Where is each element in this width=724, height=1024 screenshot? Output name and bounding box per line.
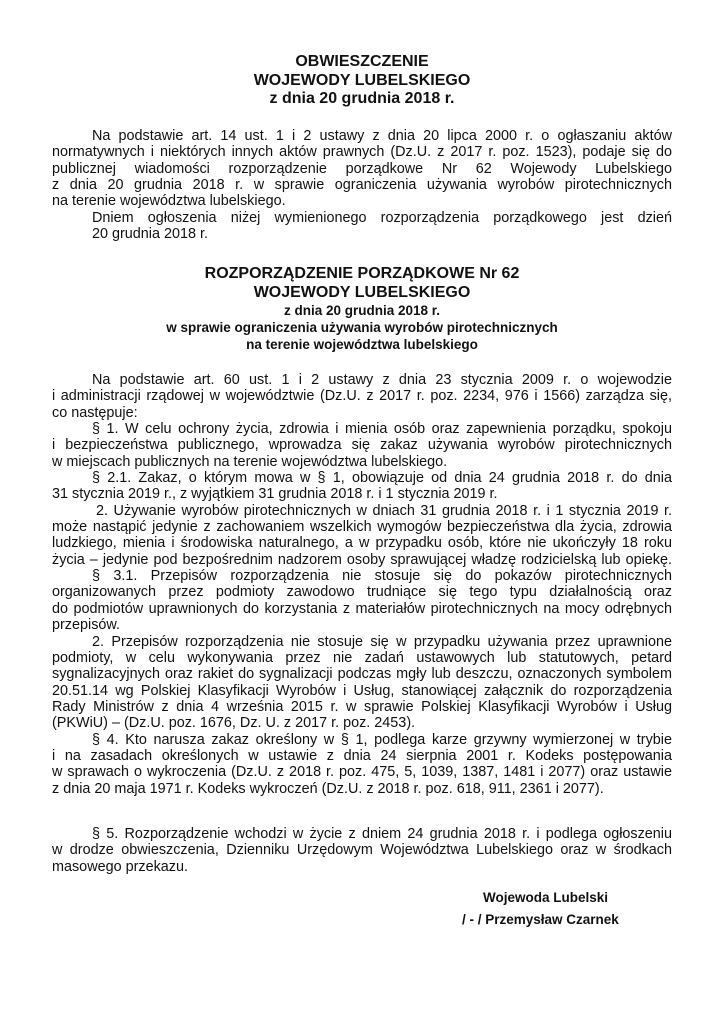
paragraph-2-2-line: 2. Używanie wyrobów pirotechnicznych w dniach 31 grudnia 2018 r. i 1 stycznia 2019 r. <box>96 502 672 519</box>
paragraph-2-2-line: może nastąpić jedynie z zachowaniem wszelkich wymogów bezpieczeństwa dla życia, zdrowia <box>52 519 672 536</box>
regulation-body <box>52 372 672 797</box>
regulation-title <box>0 265 724 353</box>
signature-title: Wojewoda Lubelski <box>483 890 609 905</box>
paragraph-1-line: § 1. W celu ochrony życia, zdrowia i mienia osób oraz zapewnienia porządku, spokoju <box>92 421 672 438</box>
regulation-subject-line-1: w sprawie ograniczenia używania wyrobów pirotechnicznych <box>166 320 558 335</box>
text-line: na terenie województwa lubelskiego. <box>52 193 286 210</box>
paragraph-5-line: § 5. Rozporządzenie wchodzi w życie z dniem 24 grudnia 2018 r. i podlega ogłoszeniu <box>92 826 672 842</box>
paragraph-5 <box>52 826 672 875</box>
paragraph-3-2-line: 2. Przepisów rozporządzenia nie stosuje się w przypadku używania przez uprawnione <box>92 633 672 650</box>
notice-title-line-1: OBWIESZCZENIE <box>295 53 429 70</box>
paragraph-3-1-line: § 3.1. Przepisów rozporządzenia nie stosuje się do pokazów pirotechnicznych <box>92 568 672 585</box>
paragraph-3-2-line: sygnalizacyjnych oraz rakiet do sygnalizacji podczas mgły lub deszczu, oznaczonych symbolem <box>52 666 672 683</box>
notice-title <box>0 53 724 109</box>
regulation-date: z dnia 20 grudnia 2018 r. <box>283 303 441 318</box>
paragraph-3-2-line: podmioty, w celu wykonywania przez nie zadań ustawowych lub statutowych, petard <box>52 649 672 666</box>
text-line: co następuje: <box>52 404 138 421</box>
regulation-subject-line-2: na terenie województwa lubelskiego <box>246 337 478 352</box>
paragraph-2-2-line: ludzkiego, mienia i środowiska naturalnego, a w przypadku osób, które nie ukończyły 18 roku <box>52 535 672 552</box>
paragraph-1-line: w miejscach publicznych na terenie województwa lubelskiego. <box>52 453 448 470</box>
paragraph-3-1-line: do podmiotów uprawnionych do korzystania z materiałów pirotechnicznych na mocy odrębnych <box>52 600 672 617</box>
text-line: Na podstawie art. 60 ust. 1 i 2 ustawy z dnia 23 stycznia 2009 r. o wojewodzie <box>92 372 672 388</box>
notice-date: z dnia 20 grudnia 2018 r. <box>269 90 455 107</box>
regulation-title-line-1: ROZPORZĄDZENIE PORZĄDKOWE Nr 62 <box>204 265 520 282</box>
notice-intro <box>52 128 672 242</box>
paragraph-4-line: w sprawach o wykroczenia (Dz.U. z 2018 r. poz. 475, 5, 1039, 1387, 1481 i 2077) oraz ustawie <box>52 764 672 781</box>
text-line: 20 grudnia 2018 r. <box>92 226 209 243</box>
paragraph-3-2-line: (PKWiU) – (Dz.U. poz. 1676, Dz. U. z 2017 r. poz. 2453). <box>52 715 416 732</box>
paragraph-1-line: i bezpieczeństwa publicznego, wprowadza się zakaz używania wyrobów pirotechnicznych <box>52 437 672 454</box>
regulation-title-line-2: WOJEWODY LUBELSKIEGO <box>253 283 471 301</box>
paragraph-3-1-line: przepisów. <box>52 617 120 634</box>
paragraph-3-1-line: organizowanych przez podmioty zawodowo trudniące się tego typu działalnością oraz <box>52 584 672 601</box>
paragraph-5-line: masowego przekazu. <box>52 858 188 875</box>
text-line: Na podstawie art. 14 ust. 1 i 2 ustawy z dnia 20 lipca 2000 r. o ogłaszaniu aktów <box>92 128 672 144</box>
text-line: publicznej wiadomości rozporządzenie porządkowe Nr 62 Wojewody Lubelskiego <box>52 160 672 177</box>
paragraph-2-1-line: § 2.1. Zakaz, o którym mowa w § 1, obowiązuje od dnia 24 grudnia 2018 r. do dnia <box>92 470 672 487</box>
paragraph-4-line: i na zasadach określonych w ustawie z dnia 24 sierpnia 2001 r. Kodeks postępowania <box>52 747 672 764</box>
text-line: i administracji rządowej w województwie (Dz.U. z 2017 r. poz. 2234, 976 i 1566) zarządza się, <box>52 388 672 405</box>
text-line: z dnia 20 grudnia 2018 r. w sprawie ograniczenia używania wyrobów pirotechnicznych <box>52 177 672 194</box>
signature-name: / - / Przemysław Czarnek <box>462 912 619 927</box>
paragraph-3-2-line: 20.51.14 wg Polskiej Klasyfikacji Wyrobów i Usług, stanowiącej załącznik do rozporządzenia <box>52 682 672 699</box>
text-line: normatywnych i niektórych innych aktów prawnych (Dz.U. z 2017 r. poz. 1523), podaje się do <box>52 144 672 161</box>
paragraph-4-line: z dnia 20 maja 1971 r. Kodeks wykroczeń (Dz.U. z 2018 r. poz. 618, 911, 2361 i 2077). <box>52 780 604 797</box>
paragraph-2-1-line: 31 stycznia 2019 r., z wyjątkiem 31 grudnia 2018 r. i 1 stycznia 2019 r. <box>52 486 498 503</box>
paragraph-3-2-line: Rady Ministrów z dnia 4 września 2015 r. w sprawie Polskiej Klasyfikacji Wyrobów i Usług <box>52 698 672 715</box>
paragraph-4-line: § 4. Kto narusza zakaz określony w § 1, podlega karze grzywny wymierzonej w trybie <box>92 731 672 748</box>
paragraph-2-2-line: życia – jedynie pod bezpośrednim nadzorem osoby sprawującej władzę rodzicielską lub opiekę. <box>52 551 672 568</box>
notice-title-line-2: WOJEWODY LUBELSKIEGO <box>253 71 471 89</box>
paragraph-5-line: w drodze obwieszczenia, Dzienniku Urzędowym Województwa Lubelskiego oraz w środkach <box>52 842 672 859</box>
text-line: Dniem ogłoszenia niżej wymienionego rozporządzenia porządkowego jest dzień <box>92 209 672 226</box>
